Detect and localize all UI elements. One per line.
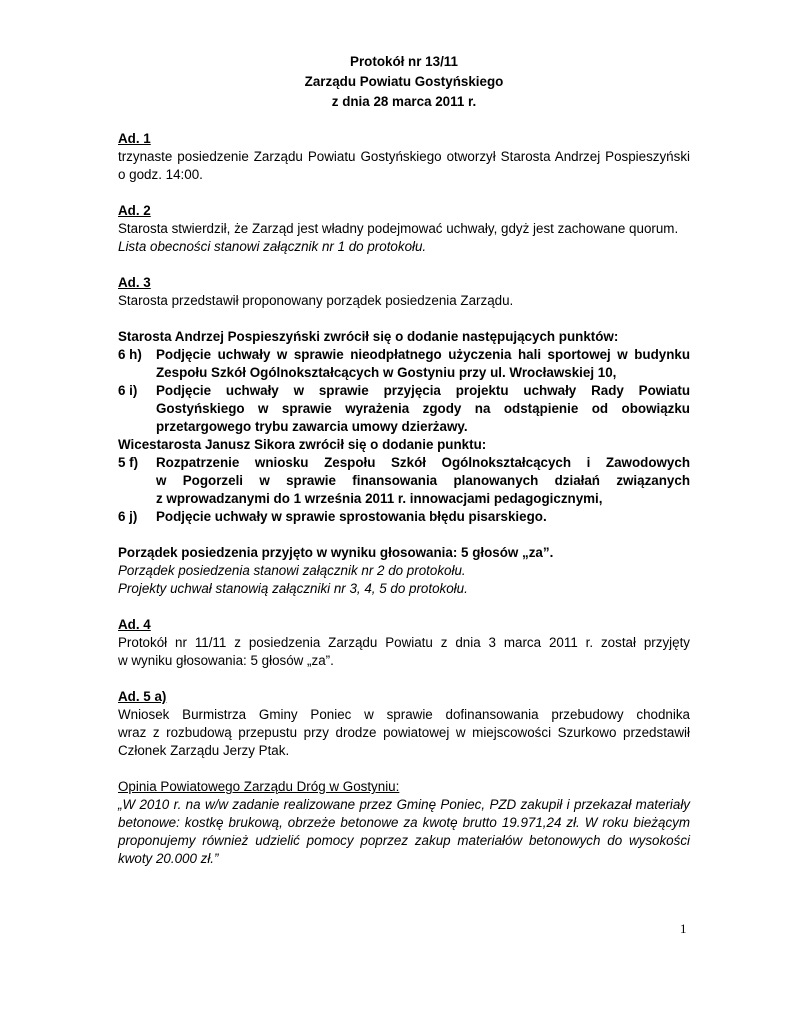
section-ad2 — [118, 202, 690, 256]
title-line-1: Protokół nr 13/11 — [350, 54, 458, 69]
agenda-item-number: 5 f) — [118, 455, 139, 470]
section-heading: Ad. 1 — [118, 131, 151, 146]
agenda-item — [118, 382, 690, 436]
agenda-item — [118, 454, 690, 508]
section-ad3 — [118, 274, 690, 598]
section-ad4 — [118, 616, 690, 670]
paragraph-line: Protokół nr 11/11 z posiedzenia Zarządu Powiatu z dnia 3 marca 2011 r. został przyjęty — [118, 635, 690, 650]
section-heading: Ad. 5 a) — [118, 689, 167, 704]
paragraph-line: wraz z rozbudową przepustu przy drodze powiatowej w miejscowości Szurkowo przedstawił — [118, 725, 690, 740]
paragraph-line: Starosta stwierdził, że Zarząd jest władny podejmować uchwały, gdyż jest zachowane quorum. — [118, 221, 679, 236]
paragraph-line: w wyniku głosowania: 5 głosów „za”. — [118, 653, 334, 668]
opinion-line: kwoty 20.000 zł.” — [118, 851, 219, 866]
document-page — [118, 52, 690, 868]
agenda-item-line: Rozpatrzenie wniosku Zespołu Szkół Ogólnokształcących i Zawodowych — [156, 455, 690, 470]
agenda-item-number: 6 h) — [118, 347, 142, 362]
wicestarosta-intro: Wicestarosta Janusz Sikora zwrócił się o dodanie punktu: — [118, 437, 487, 452]
opinion-line: betonowe: kostkę brukową, obrzeże betonowe za kwotę brutto 19.971,24 zł. W roku bieżącym — [118, 815, 690, 830]
paragraph-line: o godz. 14:00. — [118, 167, 203, 182]
section-heading: Ad. 2 — [118, 203, 151, 218]
section-heading: Ad. 4 — [118, 617, 151, 632]
agenda-item — [118, 346, 690, 382]
paragraph-line: Wniosek Burmistrza Gminy Poniec w sprawie dofinansowania przebudowy chodnika — [118, 707, 690, 722]
title-line-3: z dnia 28 marca 2011 r. — [331, 94, 477, 109]
opinion-heading: Opinia Powiatowego Zarządu Dróg w Gostyniu: — [118, 779, 400, 794]
section-ad1 — [118, 130, 690, 184]
opinion-line: proponujemy również udzielić pomocy poprzez zakup materiałów betonowych do wysokości — [118, 833, 690, 848]
starosta-intro: Starosta Andrzej Pospieszyński zwrócił się o dodanie następujących punktów: — [118, 329, 619, 344]
agenda-item-line: Gostyńskiego w sprawie wyrażenia zgody na odstąpienie od obowiązku — [156, 401, 690, 416]
attachment-note: Lista obecności stanowi załącznik nr 1 do protokołu. — [118, 239, 427, 254]
paragraph-line: trzynaste posiedzenie Zarządu Powiatu Gostyńskiego otworzył Starosta Andrzej Pospieszyński — [118, 149, 690, 164]
agenda-item-line: Zespołu Szkół Ogólnokształcących w Gostyniu przy ul. Wrocławskiej 10, — [156, 365, 617, 380]
agenda-item-line: w Pogorzeli w sprawie finansowania planowanych działań związanych — [156, 473, 690, 488]
attachment-note: Projekty uchwał stanowią załączniki nr 3, 4, 5 do protokołu. — [118, 581, 468, 596]
agenda-item-line: Podjęcie uchwały w sprawie przyjęcia projektu uchwały Rady Powiatu — [156, 383, 690, 398]
agenda-item-line: Podjęcie uchwały w sprawie nieodpłatnego użyczenia hali sportowej w budynku — [156, 347, 690, 362]
agenda-item-number: 6 j) — [118, 509, 138, 524]
agenda-item — [118, 508, 690, 526]
section-heading: Ad. 3 — [118, 275, 151, 290]
section-ad5a — [118, 688, 690, 868]
document-title — [118, 52, 690, 112]
paragraph-line: Członek Zarządu Jerzy Ptak. — [118, 743, 290, 758]
agenda-item-line: Podjęcie uchwały w sprawie sprostowania błędu pisarskiego. — [156, 509, 547, 524]
agenda-item-line: z wprowadzanymi do 1 września 2011 r. innowacjami pedagogicznymi, — [156, 491, 603, 506]
agenda-item-line: przetargowego trybu zawarcia umowy dzierżawy. — [156, 419, 468, 434]
vote-result: Porządek posiedzenia przyjęto w wyniku głosowania: 5 głosów „za”. — [118, 545, 554, 560]
title-line-2: Zarządu Powiatu Gostyńskiego — [304, 74, 504, 89]
attachment-note: Porządek posiedzenia stanowi załącznik nr 2 do protokołu. — [118, 563, 466, 578]
opinion-line: „W 2010 r. na w/w zadanie realizowane przez Gminę Poniec, PZD zakupił i przekazał materiały — [118, 797, 690, 812]
agenda-item-number: 6 i) — [118, 383, 138, 398]
page-number: 1 — [680, 921, 687, 936]
paragraph-line: Starosta przedstawił proponowany porządek posiedzenia Zarządu. — [118, 293, 514, 308]
